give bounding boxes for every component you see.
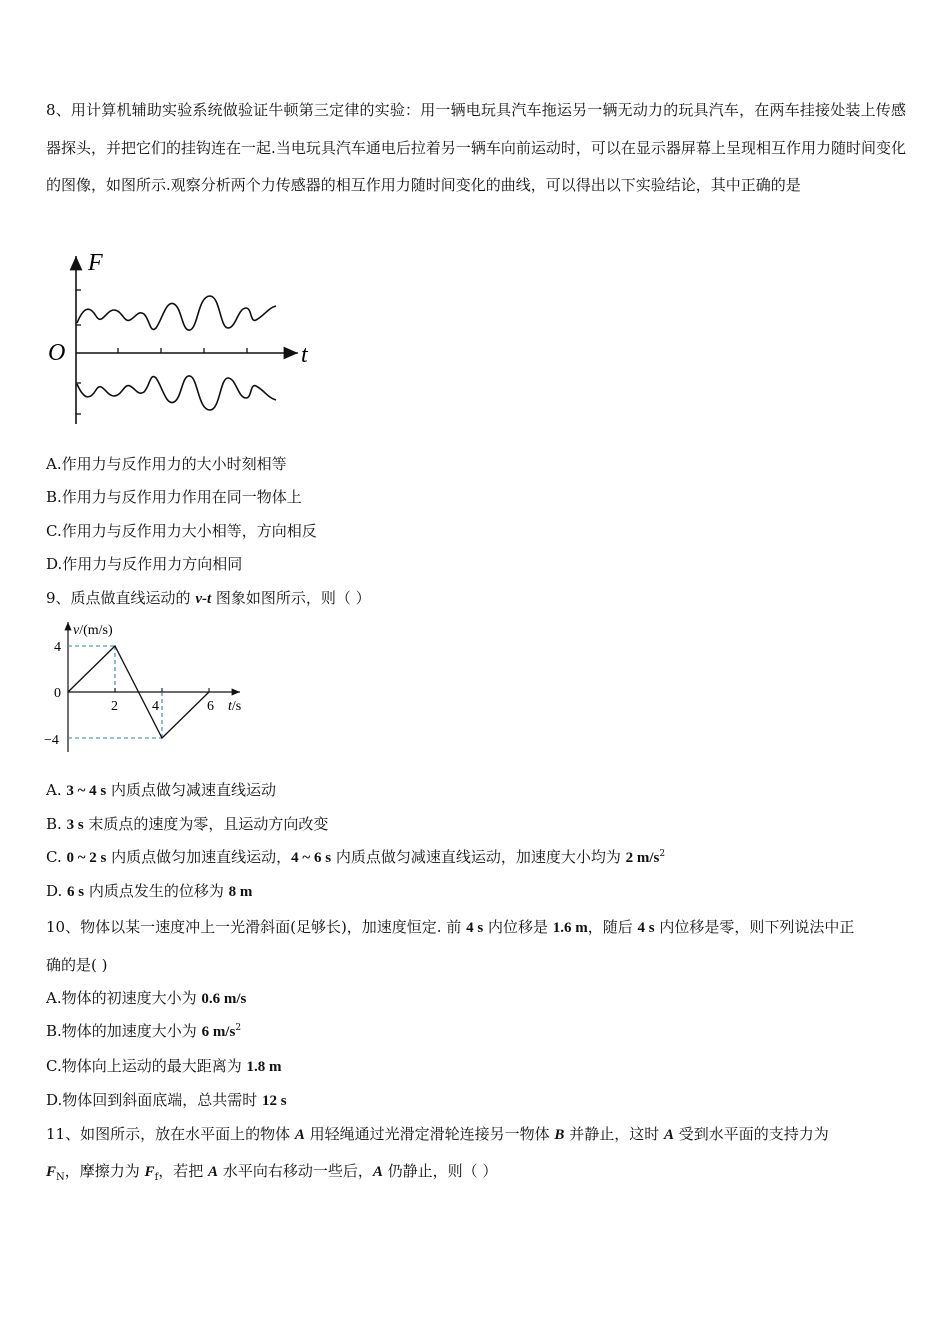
q8-upper-curve [77, 296, 276, 330]
q9-stem: 9、质点做直线运动的 v-t 图象如图所示，则（ ） [46, 589, 371, 607]
q9-y-tick-0: 0 [54, 686, 61, 701]
q10-option-c: C.物体向上运动的最大距离为 1.8 m [46, 1057, 282, 1075]
q9-option-d: D. 6 s 内质点发生的位移为 8 m [46, 882, 253, 900]
q8-option-b: B.作用力与反作用力作用在同一物体上 [46, 488, 302, 506]
q9-x-tick-6: 6 [207, 699, 214, 714]
q9-y-tick-4: 4 [54, 640, 61, 655]
q9-vt-chart [44, 616, 264, 756]
q9-x-axis-label: t/s [228, 699, 242, 714]
q9-stem-variable: v-t [195, 591, 212, 607]
q9-option-c: C. 0 ~ 2 s 内质点做匀加速直线运动，4 ~ 6 s 内质点做匀减速直线运动，加速度大小均为 2 $m/s^2$ [46, 848, 666, 866]
q9-y-tick-neg4: −4 [44, 733, 59, 748]
q9-x-tick-4: 4 [152, 699, 159, 714]
q10-option-d: D.物体回到斜面底端，总共需时 12 s [46, 1091, 287, 1109]
q8-force-time-graph [44, 248, 324, 428]
q10-stem-line1: 10、物体以某一速度冲上一光滑斜面(足够长)，加速度恒定. 前 4 s 内位移是 1.6 m，随后 4 s 内位移是零，则下列说法中正 [46, 918, 855, 936]
q10-stem-line2: 确的是( ) [46, 956, 108, 974]
q8-lower-curve [77, 376, 276, 410]
q8-stem: 8、用计算机辅助实验系统做验证牛顿第三定律的实验：用一辆电玩具汽车拖运另一辆无动力的玩具汽车，在两车挂接处装上传感器探头，并把它们的挂钩连在一起.当电玩具汽车通电后拉着另一辆车向前运动时，可以在显示器屏幕上呈现相互作用力随时间变化的图像，如图所示.观察分析两个力传感器的相互作用力随时间变化的曲线，可以得出以下实验结论，其中正确的是 [46, 101, 906, 194]
q11-stem-line1: 11、如图所示，放在水平面上的物体 A 用轻绳通过光滑定滑轮连接另一物体 B 并静止，这时 A 受到水平面的支持力为 [46, 1125, 829, 1143]
q9-y-axis-label: v/(m/s) [73, 623, 113, 638]
q10-option-a: A.物体的初速度大小为 0.6 m/s [46, 989, 247, 1007]
q8-option-d: D.作用力与反作用力方向相同 [46, 555, 243, 573]
q9-option-a: A. 3 ~ 4 s 内质点做匀减速直线运动 [46, 781, 277, 799]
q8-x-label: t [301, 342, 308, 368]
q8-y-label: F [88, 250, 103, 276]
q11-stem-line2: $F_N$，摩擦力为 $F_f$，若把 A 水平向右移动一些后，A 仍静止，则（ ） [46, 1162, 498, 1183]
q9-x-tick-2: 2 [111, 699, 118, 714]
q8-option-c: C.作用力与反作用力大小相等，方向相反 [46, 522, 317, 540]
q9-option-b: B. 3 s 末质点的速度为零，且运动方向改变 [46, 815, 329, 833]
q10-option-b: B.物体的加速度大小为 6 $m/s^2$ [46, 1022, 242, 1040]
q8-origin-label: O [48, 340, 66, 366]
q8-option-a: A.作用力与反作用力的大小时刻相等 [46, 455, 287, 473]
